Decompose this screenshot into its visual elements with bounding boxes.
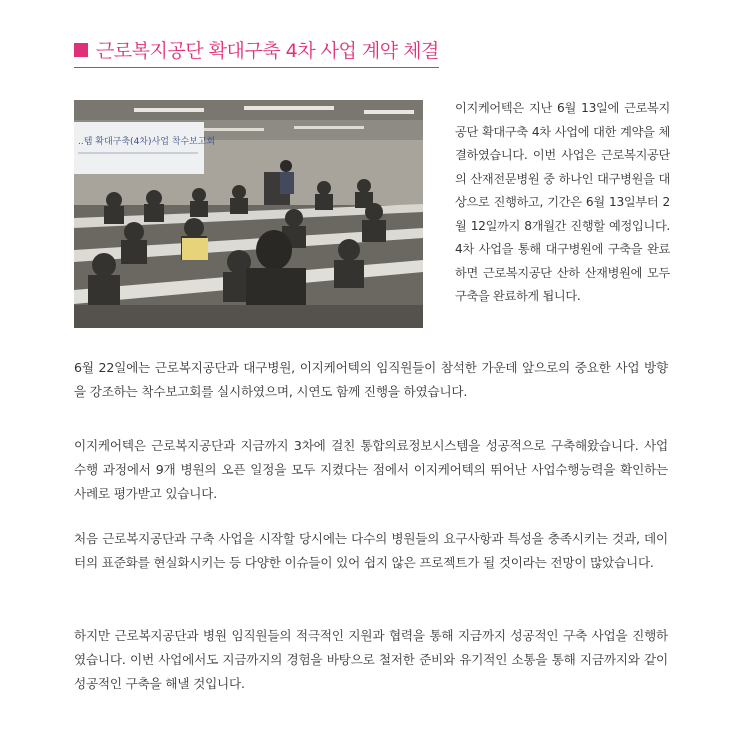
body-paragraph-3: 처음 근로복지공단과 구축 사업을 시작할 당시에는 다수의 병원들의 요구사항과 특성을 충족시키는 것과, 데이터의 표준화를 현실화시키는 등 다양한 이슈들이 있어 쉽지 않은 프로젝트가 될 것이라는 전망이 많았습니다. xyxy=(74,531,668,570)
square-bullet-icon xyxy=(74,43,88,57)
kickoff-meeting-photo xyxy=(74,100,423,328)
body-paragraph-2: 이지케어텍은 근로복지공단과 지금까지 3차에 걸친 통합의료정보시스템을 성공적으로 구축해왔습니다. 사업 수행 과정에서 9개 병원의 오픈 일정을 모두 지켰다는 점에서 이지케어텍의 뛰어난 사업수행능력을 확인하는 사례로 평가받고 있습니다. xyxy=(74,438,668,501)
article-title-text: 근로복지공단 확대구축 4차 사업 계약 체결 xyxy=(96,40,439,62)
intro-paragraph: 이지케어텍은 지난 6월 13일에 근로복지공단 확대구축 4차 사업에 대한 계약을 체결하였습니다. 이번 사업은 근로복지공단의 산재전문병원 중 하나인 대구병원을 대상으로 진행하고, 기간은 6월 13일부터 2월 12일까지 8개월간 진행할 예정입니다. 4차 사업을 통해 대구병원에 구축을 완료하면 근로복지공단 산하 산재병원에 모두 구축을 완료하게 됩니다. xyxy=(455,101,670,303)
article-title xyxy=(74,36,439,68)
body-paragraph-1: 6월 22일에는 근로복지공단과 대구병원, 이지케어텍의 임직원들이 참석한 가운데 앞으로의 중요한 사업 방향을 강조하는 착수보고회를 실시하였으며, 시연도 함께 진행을 하였습니다. xyxy=(74,360,668,399)
body-paragraph-4: 하지만 근로복지공단과 병원 임직원들의 적극적인 지원과 협력을 통해 지금까지 성공적인 구축 사업을 진행하였습니다. 이번 사업에서도 지금까지의 경험을 바탕으로 철저한 준비와 유기적인 소통을 통해 지금까지와 같이 성공적인 구축을 해낼 것입니다. xyxy=(74,628,668,691)
photo-banner-text: ..템 확대구축(4차)사업 착수보고회 xyxy=(78,137,216,147)
